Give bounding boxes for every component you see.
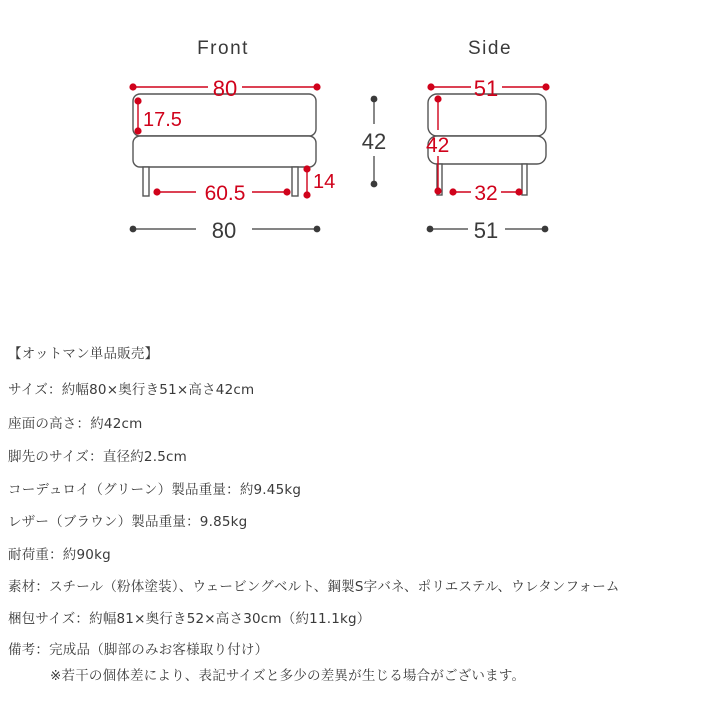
front-leg-span-dimension xyxy=(153,182,290,205)
side-seat-height-label: 42 xyxy=(426,134,450,157)
overall-height-label: 42 xyxy=(361,129,387,154)
overall-height-dimension xyxy=(362,96,386,188)
spec-weight-leather: レザー（ブラウン）製品重量：9.85kg xyxy=(8,514,248,530)
spec-size: サイズ：約幅80×奥行き51×高さ42cm xyxy=(8,382,255,398)
front-width-bottom-label: 80 xyxy=(211,218,237,243)
front-leg-span-label: 60.5 xyxy=(204,182,246,205)
dimension-diagram xyxy=(0,0,720,300)
front-leg-height-label: 14 xyxy=(313,171,336,193)
side-depth-bottom-label: 51 xyxy=(473,218,499,243)
spec-note: ※若干の個体差により、表記サイズと多少の差異が生じる場合がございます。 xyxy=(50,668,526,684)
spec-material: 素材：スチール（粉体塗装）、ウェービングベルト、鋼製S字バネ、ポリエステル、ウレタンフォーム xyxy=(8,579,620,595)
spec-leg-size: 脚先のサイズ：直径約2.5cm xyxy=(8,449,187,465)
side-depth-top-label: 51 xyxy=(473,76,499,101)
side-depth-bottom-dimension xyxy=(427,218,549,243)
spec-seat-height: 座面の高さ：約42cm xyxy=(8,416,143,432)
front-title: Front xyxy=(197,38,249,59)
spec-load-capacity: 耐荷重：約90kg xyxy=(8,547,111,563)
side-leg-span-dimension xyxy=(449,182,522,205)
front-leg-height-dimension xyxy=(303,165,335,198)
front-cushion-label: 17.5 xyxy=(143,109,182,131)
spec-heading: 【オットマン単品販売】 xyxy=(8,346,159,362)
side-leg-span-label: 32 xyxy=(474,182,498,205)
spec-remarks: 備考：完成品（脚部のみお客様取り付け） xyxy=(8,642,269,658)
spec-package-size: 梱包サイズ：約幅81×奥行き52×高さ30cm（約11.1kg） xyxy=(8,611,371,627)
front-width-top-label: 80 xyxy=(212,76,238,101)
side-title: Side xyxy=(467,38,513,59)
front-width-bottom-dimension xyxy=(130,218,321,243)
spec-weight-corduroy: コーデュロイ（グリーン）製品重量：約9.45kg xyxy=(8,482,302,498)
